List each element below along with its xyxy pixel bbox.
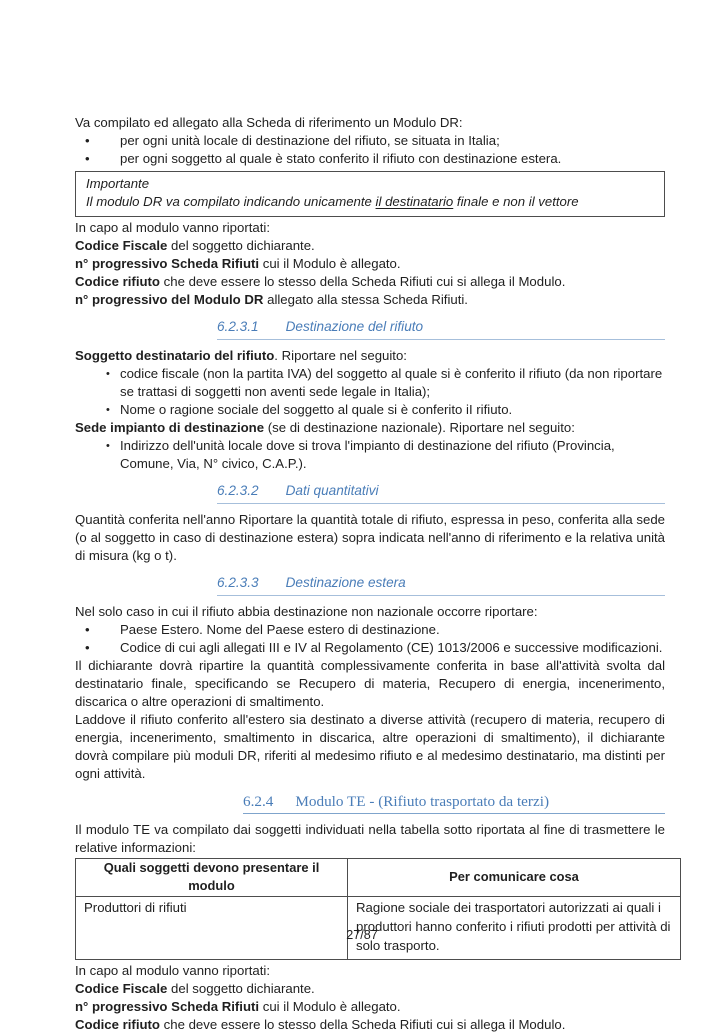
field-label: n° progressivo del Modulo DR: [75, 292, 264, 307]
field-desc: che deve essere lo stesso della Scheda Rifiuti cui si allega il Modulo.: [160, 1017, 566, 1032]
capo2-item: [75, 980, 665, 998]
field-label: n° progressivo Scheda Rifiuti: [75, 999, 260, 1014]
box-text-prefix: Il modulo DR va compilato indicando unicamente: [86, 194, 376, 209]
modulo-te-paragraph: Il modulo TE va compilato dai soggetti individuati nella tabella sotto riportata al fine di trasmettere le relative informazioni:: [75, 822, 665, 855]
page-content: [75, 114, 671, 1034]
capo1-lead: In capo al modulo vanno riportati:: [75, 220, 270, 235]
heading-number: 6.2.3.1: [217, 319, 259, 334]
important-box: [75, 171, 665, 217]
capo2-item: [75, 998, 665, 1016]
table-header-row: [76, 859, 681, 897]
field-desc: cui il Modulo è allegato.: [259, 256, 401, 271]
heading-title: Destinazione estera: [285, 575, 406, 590]
heading-6-2-3-1: [217, 318, 665, 340]
page-number: 27/87: [346, 928, 378, 942]
modulo-te-table: [75, 858, 681, 960]
soggetto-destinatario-line: [75, 347, 665, 365]
field-desc: del soggetto dichiarante.: [167, 981, 315, 996]
sede-bullet-list: [75, 437, 665, 473]
field-label: Codice rifiuto: [75, 274, 160, 289]
estera-bullet-list: [75, 621, 665, 657]
box-text-suffix: finale e non il vettore: [453, 194, 579, 209]
table-cell-comunicazione: Ragione sociale dei trasportatori autorizzati ai quali i produttori hanno conferito i rifiuti prodotti per attività di solo trasporto.: [348, 897, 681, 960]
list-item: • Paese Estero. Nome del Paese estero di destinazione.: [75, 621, 665, 639]
field-label: Codice Fiscale: [75, 238, 168, 253]
heading-title: Destinazione del rifiuto: [285, 319, 424, 334]
important-box-title: Importante: [86, 176, 150, 191]
field-desc: cui il Modulo è allegato.: [259, 999, 401, 1014]
dichiarante-paragraph: Il dichiarante dovrà ripartire la quantità complessivamente conferita in base all'attività svolta dal destinatario finale, specificando se Recupero di materia, Recupero di energia, incenerimento, discarica o altre operazioni di smaltimento.: [75, 658, 665, 709]
destinazione-bullet-list: [75, 365, 665, 419]
intro-line: Va compilato ed allegato alla Scheda di riferimento un Modulo DR:: [75, 115, 463, 130]
field-label: Sede impianto di destinazione: [75, 420, 265, 435]
table-header-soggetti: Quali soggetti devono presentare il modulo: [76, 859, 348, 897]
table-cell-soggetto: Produttori di rifiuti: [76, 897, 348, 960]
field-desc: . Riportare nel seguito:: [274, 348, 407, 363]
heading-number: 6.2.4: [243, 793, 274, 810]
capo1-item: [75, 255, 665, 273]
laddove-paragraph: Laddove il rifiuto conferito all'estero sia destinato a diverse attività (recupero di materia, recupero di energia, incenerimento, smaltimento in discarica, altre operazioni di smaltimento), il dichiarante dovrà compilare più moduli DR, riferiti al medesimo rifiuto e al medesimo destinatario, ma distinti per ogni attività.: [75, 712, 665, 781]
field-label: Codice Fiscale: [75, 981, 168, 996]
field-desc: allegato alla stessa Scheda Rifiuti.: [263, 292, 468, 307]
field-desc: che deve essere lo stesso della Scheda Rifiuti cui si allega il Modulo.: [160, 274, 566, 289]
list-item: • per ogni unità locale di destinazione del rifiuto, se situata in Italia;: [75, 132, 665, 150]
heading-title: Modulo TE - (Rifiuto trasportato da terzi): [295, 793, 550, 810]
list-item: • codice fiscale (non la partita IVA) del soggetto al quale si è conferito il rifiuto (da non riportare se trattasi di soggetti non aventi sede legale in Italia);: [75, 365, 665, 401]
heading-title: Dati quantitativi: [285, 483, 379, 498]
field-desc: (se di destinazione nazionale). Riportare nel seguito:: [264, 420, 575, 435]
heading-number: 6.2.3.3: [217, 575, 259, 590]
table-header-comunicare: Per comunicare cosa: [348, 859, 681, 897]
estera-lead: Nel solo caso in cui il rifiuto abbia destinazione non nazionale occorre riportare:: [75, 604, 538, 619]
field-label: Codice rifiuto: [75, 1017, 160, 1032]
field-label: Soggetto destinatario del rifiuto: [75, 348, 275, 363]
sede-impianto-line: [75, 419, 665, 437]
capo1-item: [75, 291, 665, 309]
list-item: • Nome o ragione sociale del soggetto al quale si è conferito iI rifiuto.: [75, 401, 665, 419]
heading-6-2-3-3: [217, 574, 665, 596]
field-label: n° progressivo Scheda Rifiuti: [75, 256, 260, 271]
list-item: • per ogni soggetto al quale è stato conferito il rifiuto con destinazione estera.: [75, 150, 665, 168]
important-box-body: [86, 193, 654, 211]
field-desc: del soggetto dichiarante.: [167, 238, 315, 253]
box-text-underlined: il destinatario: [375, 194, 454, 209]
list-item: • Indirizzo dell'unità locale dove si trova l'impianto di destinazione del rifiuto (Provincia, Comune, Via, N° civico, C.A.P.).: [75, 437, 665, 473]
capo1-item: [75, 237, 665, 255]
heading-6-2-3-2: [217, 482, 665, 504]
list-item: • Codice di cui agli allegati III e IV al Regolamento (CE) 1013/2006 e successive modificazioni.: [75, 639, 665, 657]
heading-number: 6.2.3.2: [217, 483, 259, 498]
capo2-item: [75, 1016, 665, 1034]
heading-6-2-4: [243, 793, 665, 814]
quantita-paragraph: Quantità conferita nell'anno Riportare la quantità totale di rifiuto, espressa in peso, conferita alla sede (o al soggetto in caso di destinazione estera) sopra indicata nell'anno di riferimento e la relativa unità di misura (kg o t).: [75, 512, 665, 563]
capo1-item: [75, 273, 665, 291]
capo2-lead: In capo al modulo vanno riportati:: [75, 963, 270, 978]
intro-bullet-list: [75, 132, 665, 168]
